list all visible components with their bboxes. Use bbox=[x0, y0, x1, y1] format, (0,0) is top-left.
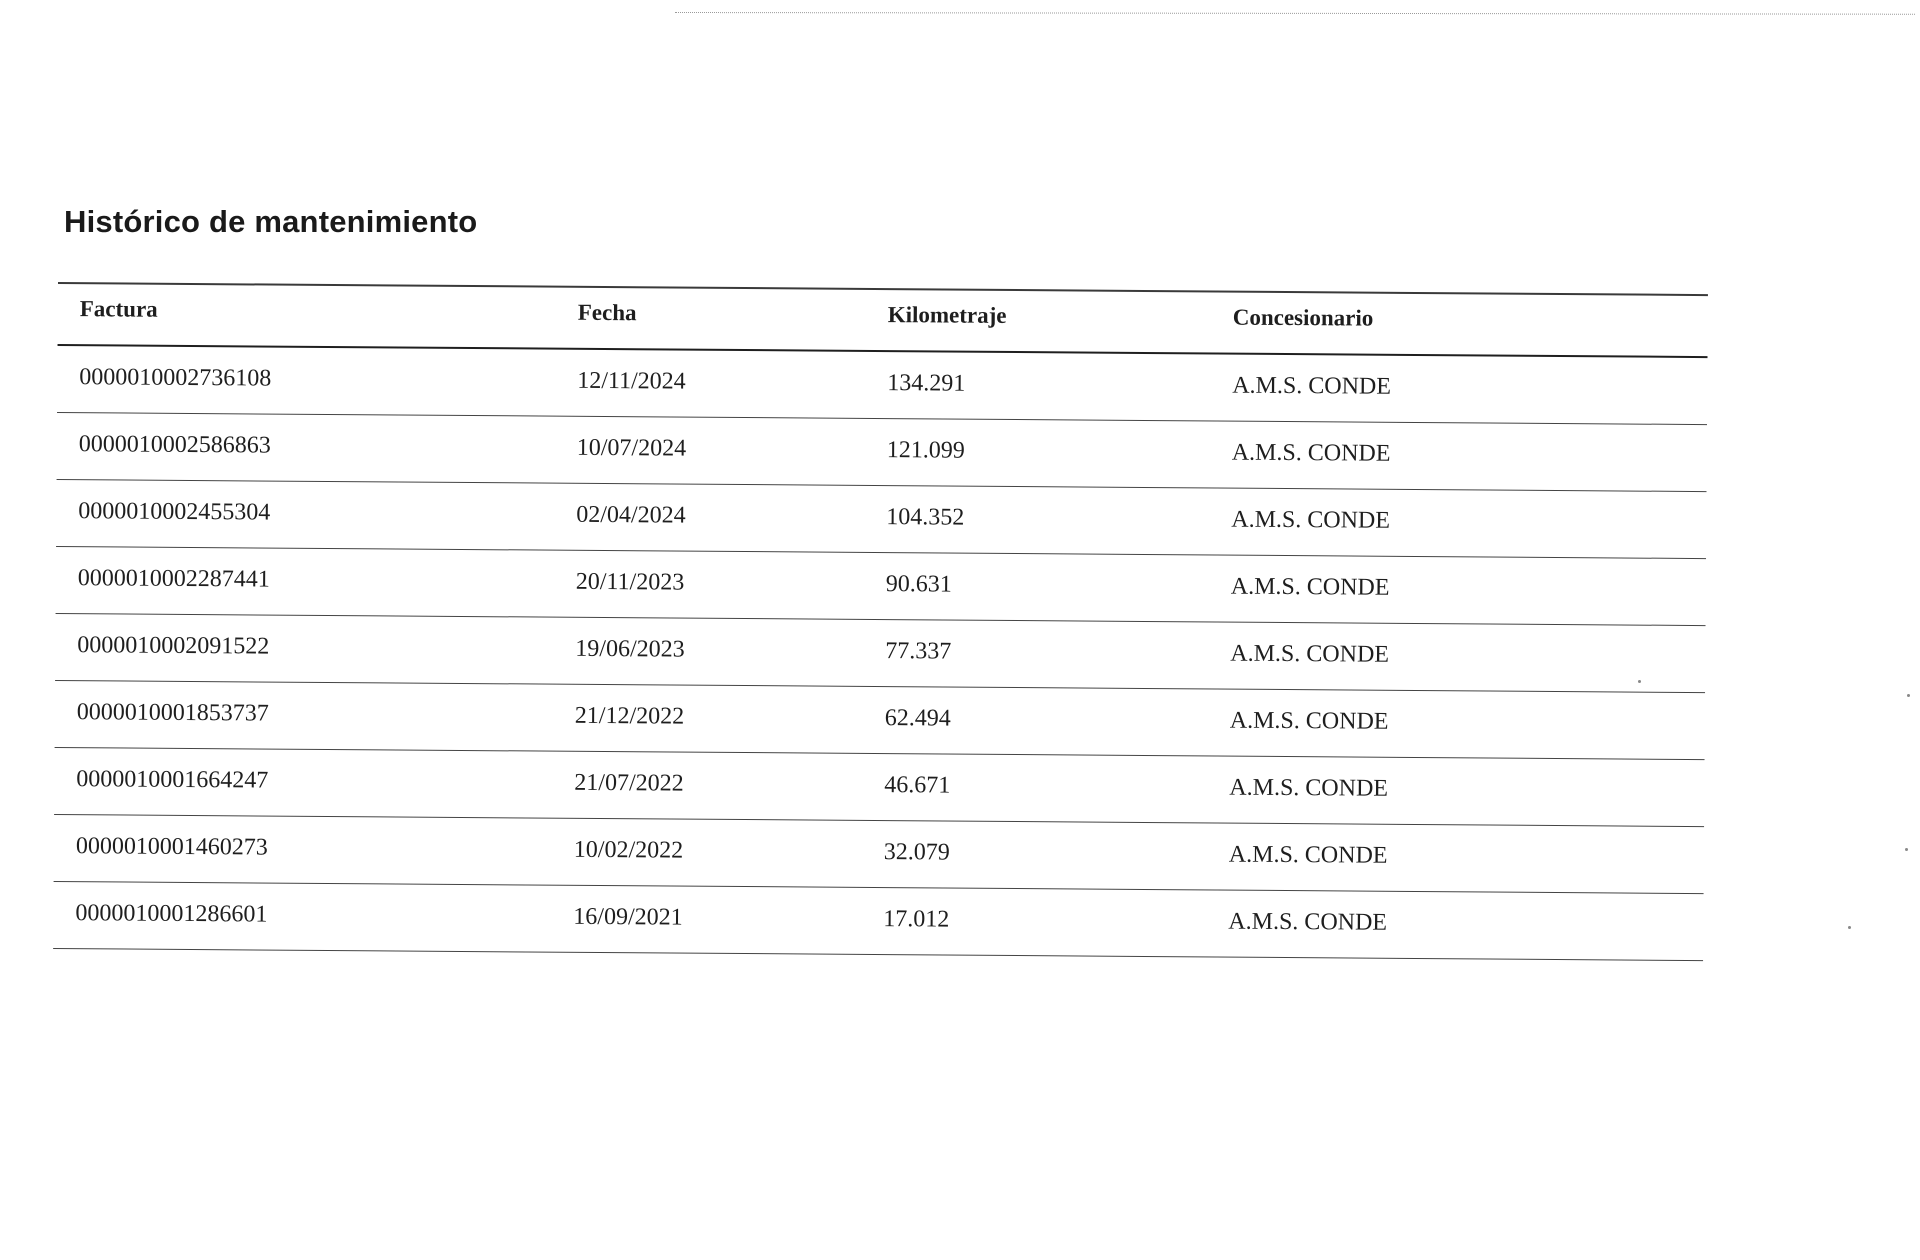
column-header-fecha: Fecha bbox=[577, 299, 637, 326]
concesionario-cell: A.M.S. CONDE bbox=[1228, 841, 1388, 869]
kilometraje-cell: 90.631 bbox=[885, 571, 952, 598]
concesionario-cell: A.M.S. CONDE bbox=[1230, 573, 1390, 601]
table-row bbox=[55, 681, 1705, 760]
fecha-cell: 19/06/2023 bbox=[575, 635, 685, 663]
column-header-kilometraje: Kilometraje bbox=[887, 302, 1007, 328]
table-row bbox=[53, 882, 1703, 961]
page-title: Histórico de mantenimiento bbox=[64, 204, 478, 239]
table-row bbox=[56, 547, 1706, 626]
fecha-cell: 02/04/2024 bbox=[576, 501, 686, 529]
factura-cell: 0000010001286601 bbox=[75, 900, 268, 928]
table-row bbox=[57, 346, 1707, 425]
fecha-cell: 10/02/2022 bbox=[573, 836, 684, 864]
table-row bbox=[54, 815, 1704, 894]
concesionario-cell: A.M.S. CONDE bbox=[1232, 372, 1392, 400]
fecha-cell: 12/11/2024 bbox=[577, 367, 686, 395]
concesionario-cell: A.M.S. CONDE bbox=[1228, 908, 1388, 936]
kilometraje-cell: 62.494 bbox=[884, 705, 951, 732]
column-header-concesionario: Concesionario bbox=[1232, 304, 1374, 331]
factura-cell: 0000010002736108 bbox=[79, 364, 272, 392]
factura-cell: 0000010002455304 bbox=[78, 498, 271, 526]
scan-speck bbox=[1638, 680, 1641, 683]
fecha-cell: 10/07/2024 bbox=[576, 434, 687, 462]
fecha-cell: 21/07/2022 bbox=[574, 769, 684, 797]
scan-speck bbox=[1905, 848, 1908, 851]
fecha-cell: 21/12/2022 bbox=[574, 702, 685, 730]
scan-edge-line bbox=[675, 12, 1915, 15]
table-row bbox=[57, 413, 1707, 492]
factura-cell: 0000010002091522 bbox=[77, 632, 270, 660]
scan-speck bbox=[1848, 926, 1851, 929]
factura-cell: 0000010002287441 bbox=[77, 565, 270, 593]
kilometraje-cell: 32.079 bbox=[883, 839, 950, 866]
concesionario-cell: A.M.S. CONDE bbox=[1231, 506, 1391, 534]
maintenance-history-table bbox=[53, 282, 1708, 961]
table-row bbox=[56, 480, 1706, 559]
kilometraje-cell: 121.099 bbox=[886, 437, 965, 464]
kilometraje-cell: 46.671 bbox=[884, 772, 951, 799]
concesionario-cell: A.M.S. CONDE bbox=[1231, 439, 1391, 467]
factura-cell: 0000010002586863 bbox=[78, 431, 271, 459]
kilometraje-cell: 104.352 bbox=[886, 504, 965, 531]
kilometraje-cell: 17.012 bbox=[883, 906, 950, 933]
concesionario-cell: A.M.S. CONDE bbox=[1230, 640, 1390, 668]
fecha-cell: 16/09/2021 bbox=[573, 903, 683, 931]
table-row bbox=[54, 748, 1704, 827]
table-row bbox=[55, 614, 1705, 693]
factura-cell: 0000010001664247 bbox=[76, 766, 269, 794]
scan-speck bbox=[1907, 694, 1910, 697]
kilometraje-cell: 77.337 bbox=[885, 638, 952, 665]
factura-cell: 0000010001460273 bbox=[75, 833, 268, 861]
kilometraje-cell: 134.291 bbox=[887, 370, 966, 397]
column-header-factura: Factura bbox=[79, 296, 158, 322]
factura-cell: 0000010001853737 bbox=[76, 699, 269, 727]
fecha-cell: 20/11/2023 bbox=[575, 568, 685, 596]
concesionario-cell: A.M.S. CONDE bbox=[1229, 707, 1389, 735]
concesionario-cell: A.M.S. CONDE bbox=[1229, 774, 1389, 802]
